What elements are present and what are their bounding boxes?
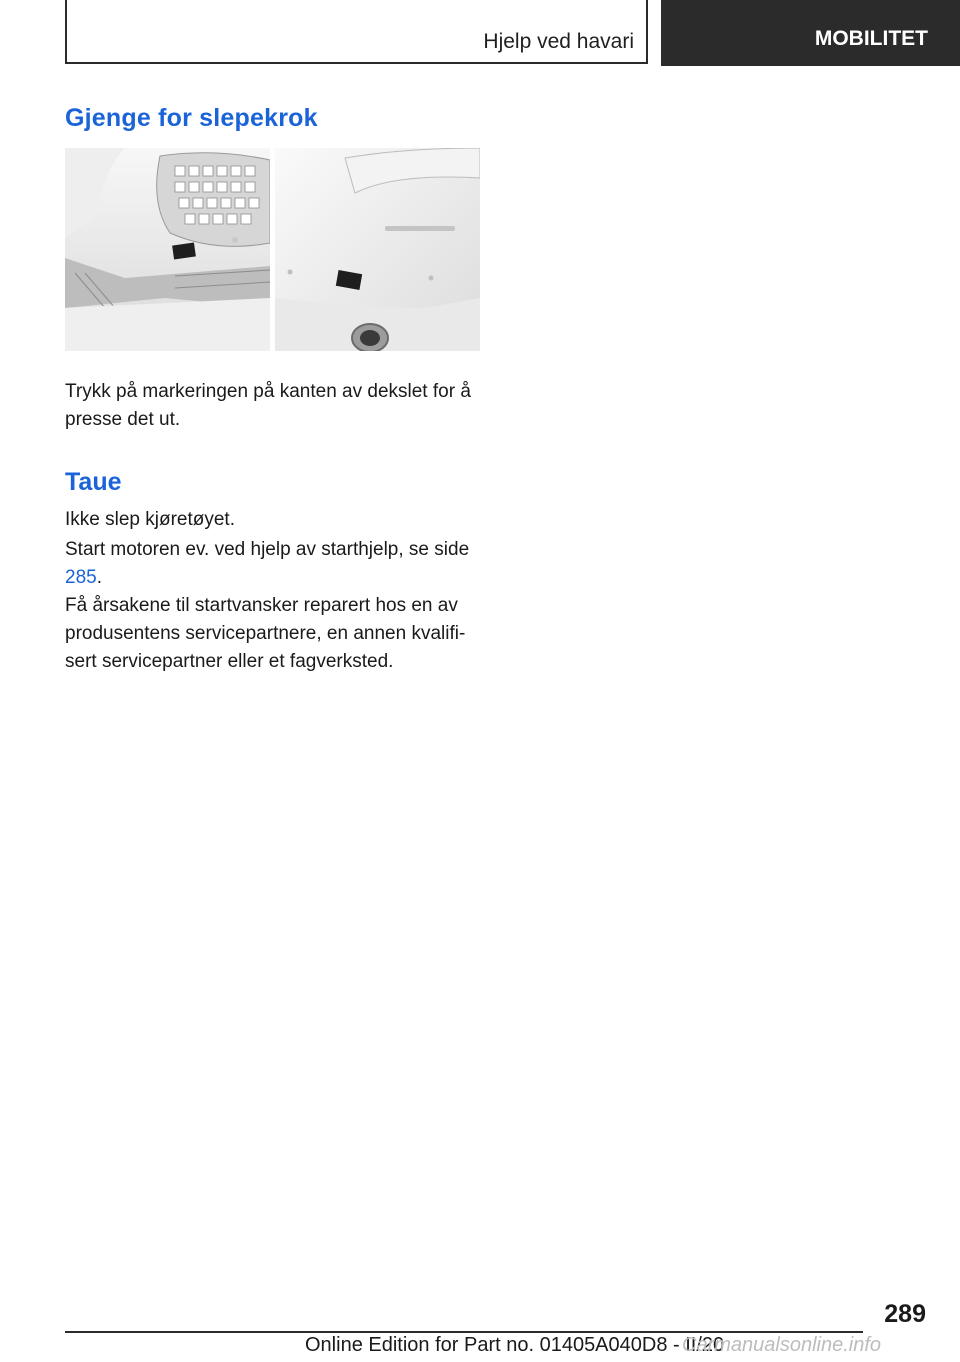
- section-title: Hjelp ved havari: [483, 30, 634, 53]
- tow-hook-cover-illustration: [65, 148, 480, 351]
- front-bumper-image: [65, 148, 270, 351]
- footer-edition: Online Edition for Part no. 01405A040D8 - II/20: [305, 1334, 725, 1356]
- jump-start-sentence: Start motoren ev. ved hjelp av starthjelp, se side: [65, 539, 470, 560]
- heading-towing: Taue: [65, 468, 122, 496]
- watermark: Carmanualsonline.info: [682, 1334, 882, 1356]
- header-section-box: [65, 0, 648, 64]
- sentence-end: .: [96, 567, 102, 588]
- page-number: 289: [884, 1300, 926, 1328]
- repair-advice-text: Få årsakene til startvansker reparert hos en av produsentens servicepartnere, en annen kvalifi-sert servicepartner eller et fagverksted.: [65, 595, 466, 672]
- instruction-text: Trykk på markeringen på kanten av dekslet for å presse det ut.: [65, 381, 471, 430]
- no-tow-text: Ikke slep kjøretøyet.: [65, 509, 235, 530]
- heading-tow-hook-thread: Gjenge for slepekrok: [65, 104, 318, 132]
- chapter-tab: MOBILITET: [661, 0, 960, 66]
- jump-start-text: [65, 536, 475, 592]
- rear-bumper-image: [275, 148, 480, 351]
- page-link-285[interactable]: 285: [65, 567, 97, 588]
- footer-divider: [65, 1331, 863, 1333]
